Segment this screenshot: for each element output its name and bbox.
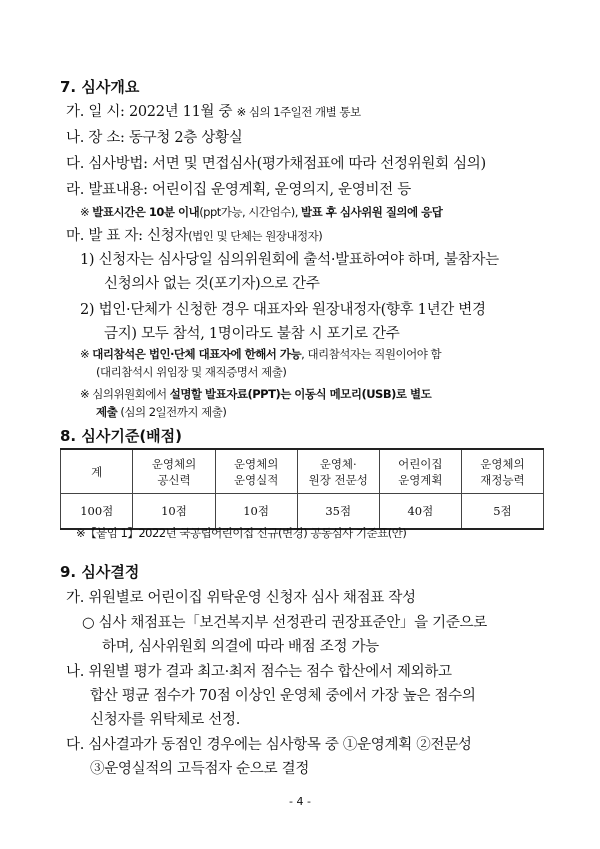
decision-b-line1: 나. 위원별 평가 결과 최고·최저 점수는 점수 합산에서 제외하고	[66, 664, 452, 680]
criteria-header-text: 운영체의 공신력	[151, 456, 197, 487]
decision-c-line2: ③운영실적의 고득점자 순으로 결정	[90, 761, 310, 777]
decision-b-line3: 신청자를 위탁체로 선정.	[90, 712, 240, 728]
note-mark: ※	[80, 205, 90, 219]
venue-text: 동구청 2층 상황실	[128, 130, 243, 146]
criteria-value-cell: 5점	[461, 494, 543, 530]
presenter-note: (법인 및 단체는 원장내정자)	[188, 229, 323, 243]
note-mark: ※	[80, 387, 90, 401]
note-bold-1: 발표시간은 10분 이내	[92, 205, 200, 219]
criteria-table	[60, 448, 544, 530]
criteria-header-text: 운영체의 재정능력	[480, 456, 525, 487]
criteria-value-cell: 10점	[215, 494, 297, 530]
note-bold-2: 발표 후 심사위원 질의에 응답	[301, 205, 443, 219]
criteria-header-cell: 계	[61, 449, 133, 494]
presentation-time-note	[80, 204, 442, 220]
decision-a-sub-line2: 하며, 심사위원회 의결에 따라 배점 조정 가능	[102, 639, 379, 655]
presenter-item-2-line2: 금지) 모두 참석, 1명이라도 불참 시 포기로 간주	[104, 326, 400, 342]
criteria-header-cell	[461, 449, 543, 494]
note-mark: ※	[80, 347, 90, 361]
proxy-note-bold: 대리참석은 법인·단체 대표자에 한해서 가능	[92, 347, 302, 361]
ppt-note-bold: 설명할 발표자료(PPT)는 이동식 메모리(USB)로 별도	[169, 387, 432, 401]
criteria-header-row	[61, 449, 544, 494]
ppt-note-text-2: (심의 2일전까지 제출)	[120, 405, 227, 419]
criteria-header-cell	[379, 449, 461, 494]
decision-c-line1: 다. 심사결과가 동점인 경우에는 심사항목 중 ①운영계획 ②전문성	[66, 737, 472, 753]
criteria-header-cell	[297, 449, 379, 494]
schedule-label: 가. 일 시:	[66, 104, 125, 120]
schedule-note: ※ 심의 1주일전 개별 통보	[236, 105, 361, 119]
decision-b-line2: 합산 평균 점수가 70점 이상인 운영체 중에서 가장 높은 점수의	[90, 688, 476, 704]
schedule-line	[66, 100, 361, 121]
note-text-1: (ppt가능, 시간엄수),	[199, 205, 298, 219]
criteria-header-cell	[215, 449, 297, 494]
presenter-label: 마. 발 표 자: 신청자	[66, 228, 189, 244]
page-number: - 4 -	[289, 795, 311, 808]
ppt-note-bold-2: 제출	[96, 405, 118, 419]
criteria-value-cell: 35점	[297, 494, 379, 530]
criteria-header-cell	[133, 449, 215, 494]
presenter-item-2-line1: 2) 법인·단체가 신청한 경우 대표자와 원장내정자(향후 1년간 변경	[80, 302, 486, 318]
section-8-title: 8. 심사기준(배점)	[60, 427, 183, 445]
presenter-item-1-line1: 1) 신청자는 심사당일 심의위원회에 출석·발표하여야 하며, 불참자는	[80, 252, 499, 268]
decision-a-line: 가. 위원별로 어린이집 위탁운영 신청자 심사 채점표 작성	[66, 590, 416, 606]
criteria-value-row	[61, 494, 544, 530]
ppt-note-line1	[80, 386, 431, 402]
criteria-value-cell: 40점	[379, 494, 461, 530]
criteria-header-text: 운영체· 원장 전문성	[308, 456, 368, 487]
content-line: 라. 발표내용: 어린이집 운영계획, 운영의지, 운영비전 등	[66, 182, 411, 198]
venue-line	[66, 126, 242, 147]
criteria-header-text: 운영체의 운영실적	[233, 456, 279, 487]
criteria-header-text: 어린이집 운영계획	[398, 456, 443, 487]
section-9-title: 9. 심사결정	[60, 563, 140, 581]
presenter-item-1-line2: 신청의사 없는 것(포기자)으로 간주	[104, 276, 320, 292]
proxy-note-line1	[80, 346, 441, 362]
proxy-note-line2: (대리참석시 위임장 및 재직증명서 제출)	[96, 365, 287, 379]
method-line: 다. 심사방법: 서면 및 면접심사(평가채점표에 따라 선정위원회 심의)	[66, 156, 486, 172]
decision-a-sub-line1: ○ 심사 채점표는「보건복지부 선정관리 권장표준안」을 기준으로	[82, 615, 487, 631]
presenter-line	[66, 224, 322, 245]
schedule-text: 2022년 11월 중	[128, 104, 233, 120]
criteria-attachment-note: ※【붙임 1】2022년 국공립어린이집 신규(변경) 공동심사 기준표(안)	[76, 526, 407, 540]
section-7-title: 7. 심사개요	[60, 78, 140, 96]
ppt-note-line2	[96, 404, 226, 420]
venue-label: 나. 장 소:	[66, 130, 125, 146]
ppt-note-text: 심의위원회에서	[92, 387, 167, 401]
proxy-note-text: , 대리참석자는 직원이어야 함	[301, 347, 442, 361]
criteria-value-cell: 10점	[133, 494, 215, 530]
criteria-value-cell: 100점	[61, 494, 133, 530]
